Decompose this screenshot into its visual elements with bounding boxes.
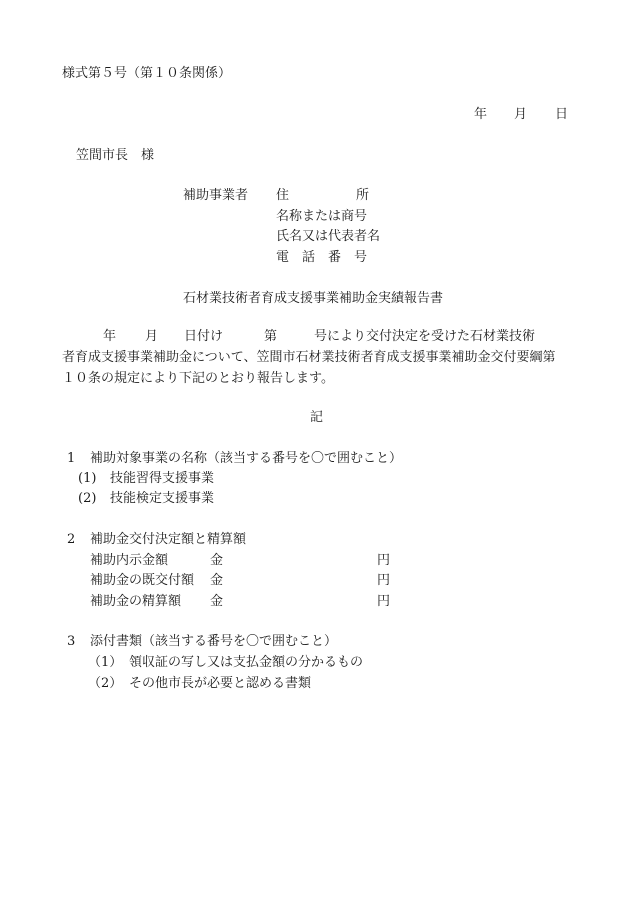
address-label-2: 所 [356,188,370,203]
section3-number: 3 [67,634,76,649]
section1-number: 1 [67,451,76,466]
amount-row-1-label: 補助内示金額 [90,553,169,568]
representative-label: 氏名又は代表者名 [276,229,381,244]
phone-label: 電 話 番 号 [276,250,368,265]
section1-item1-label: 技能習得支援事業 [110,471,215,486]
date-month: 月 [514,107,528,122]
amount-row-3-kin: 金 [210,594,224,609]
amount-row-1-yen: 円 [377,553,391,568]
ki-marker: 記 [310,410,324,425]
section1-item2-label: 技能検定支援事業 [110,491,215,506]
name-label: 名称または商号 [276,209,368,224]
section1-item1-number: (1) [78,471,97,486]
section3-item1-number: （1） [88,655,123,670]
amount-row-2-kin: 金 [210,573,224,588]
date-day: 日 [555,107,569,122]
body-day: 日付け [184,329,224,344]
section3-item1-label: 領収証の写し又は支払金額の分かるもの [129,655,364,670]
section2-number: 2 [67,532,76,547]
amount-row-3-label: 補助金の精算額 [90,594,182,609]
body-line1-rest: 号により交付決定を受けた石材業技術 [314,329,536,344]
amount-row-2-label: 補助金の既交付額 [90,573,195,588]
date-year: 年 [474,107,488,122]
form-number: 様式第５号（第１０条関係） [62,66,232,81]
amount-row-2-yen: 円 [377,573,391,588]
body-year: 年 [103,329,117,344]
section3-heading: 添付書類（該当する番号を〇で囲むこと） [90,634,338,649]
section1-heading: 補助対象事業の名称（該当する番号を〇で囲むこと） [90,451,403,466]
body-line3: １０条の規定により下記のとおり報告します。 [62,371,334,386]
amount-row-3-yen: 円 [377,594,391,609]
address-label: 住 [276,188,290,203]
section1-item2-number: (2) [78,491,97,506]
addressee: 笠間市長 様 [76,148,155,163]
section2-heading: 補助金交付決定額と精算額 [90,532,247,547]
document-title: 石材業技術者育成支援事業補助金実績報告書 [183,291,444,306]
body-month: 月 [145,329,159,344]
body-no: 第 [264,329,278,344]
section3-item2-number: （2） [88,676,123,691]
amount-row-1-kin: 金 [210,553,224,568]
applicant-label: 補助事業者 [183,188,249,203]
body-line2: 者育成支援事業補助金について、笠間市石材業技術者育成支援事業補助金交付要綱第 [62,350,556,365]
section3-item2-label: その他市長が必要と認める書類 [129,676,312,691]
